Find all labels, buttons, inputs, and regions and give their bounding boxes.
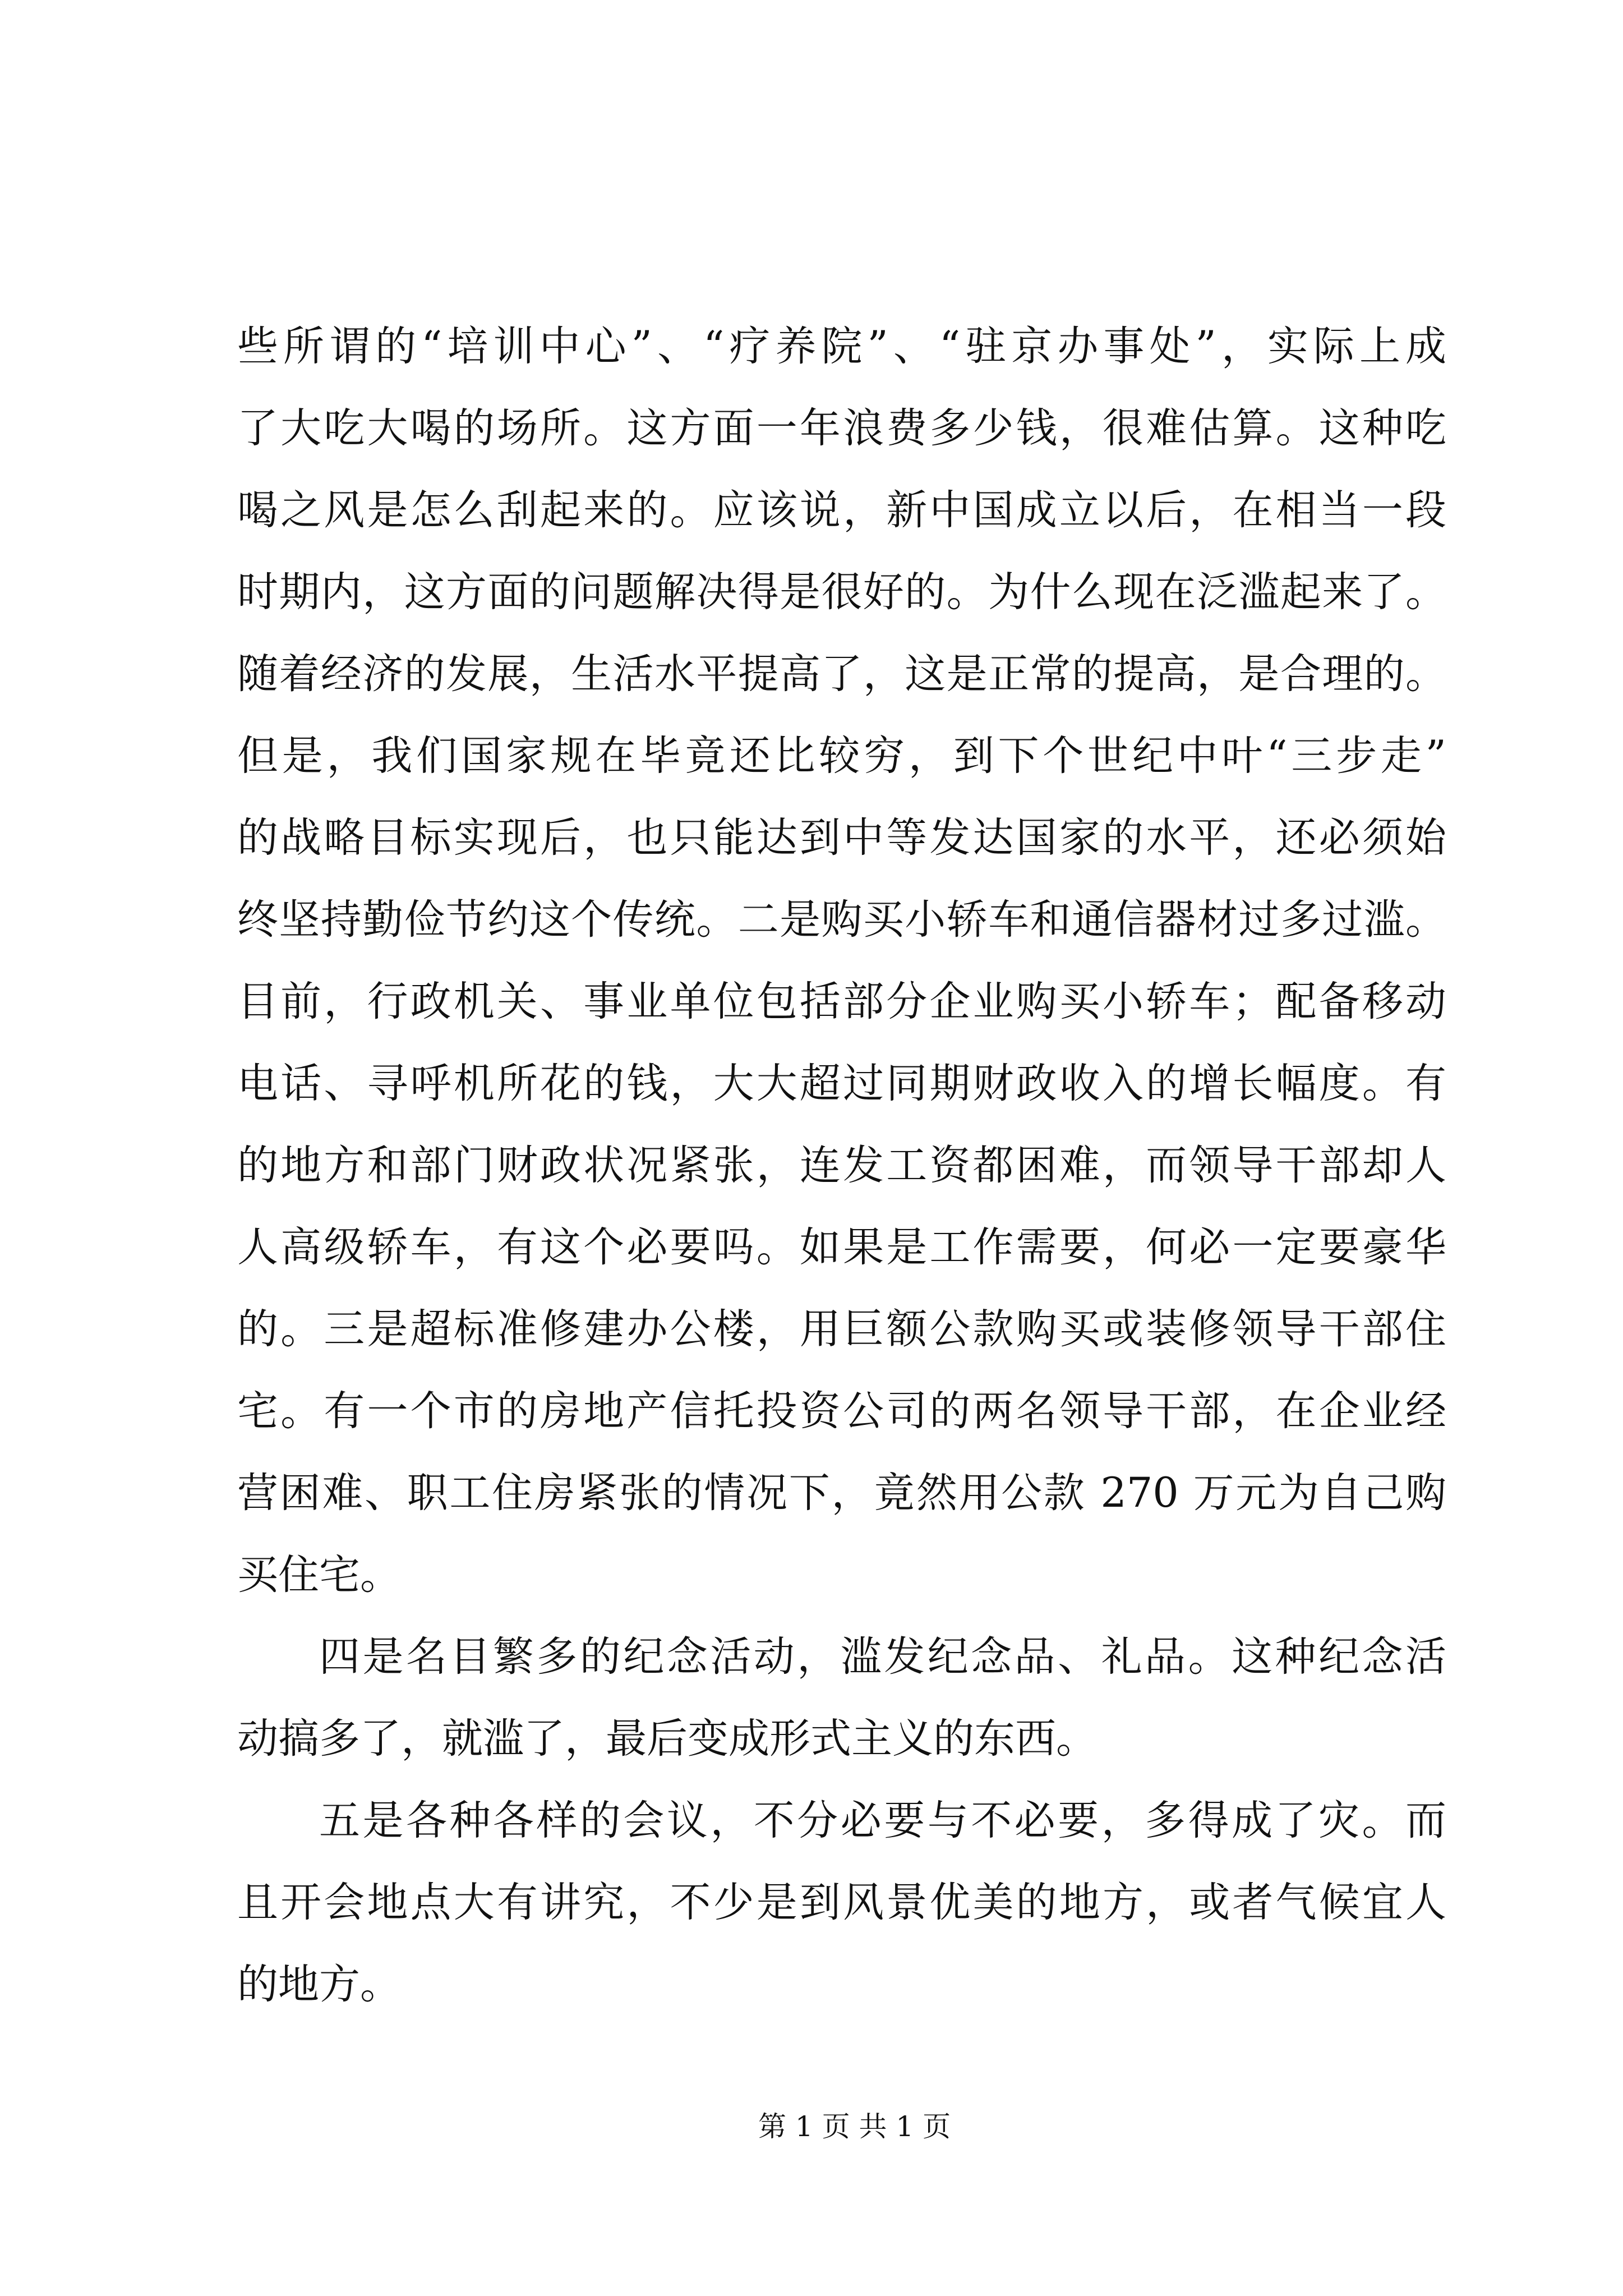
paragraph: [237, 306, 1446, 1616]
document-body: [237, 306, 1446, 2026]
page-footer: 第 1 页 共 1 页: [758, 2110, 951, 2143]
text-line: 时期内，这方面的问题解决得是很好的。为什么现在泛滥起来了。: [237, 568, 1446, 616]
text-line: 营困难、职工住房紧张的情况下，竟然用公款 270 万元为自己购: [237, 1469, 1446, 1517]
text-line: 随着经济的发展，生活水平提高了，这是正常的提高，是合理的。: [237, 650, 1446, 698]
text-line: 目前，行政机关、事业单位包括部分企业购买小轿车；配备移动: [237, 978, 1446, 1025]
paragraph: [237, 1616, 1446, 1780]
text-line: 宅。有一个市的房地产信托投资公司的两名领导干部，在企业经: [237, 1387, 1446, 1435]
text-line: 且开会地点大有讲究，不少是到风景优美的地方，或者气候宜人: [237, 1879, 1446, 1926]
text-line: 动搞多了，就滥了，最后变成形式主义的东西。: [237, 1715, 1097, 1763]
text-line: 四是名目繁多的纪念活动，滥发纪念品、礼品。这种纪念活: [319, 1633, 1446, 1681]
paragraph: [237, 1780, 1446, 2026]
text-line: 人高级轿车，有这个必要吗。如果是工作需要，何必一定要豪华: [237, 1223, 1446, 1271]
text-line: 的地方。: [237, 1961, 401, 2008]
text-line: 五是各种各样的会议，不分必要与不必要，多得成了灾。而: [319, 1797, 1446, 1844]
text-line: 了大吃大喝的场所。这方面一年浪费多少钱，很难估算。这种吃: [237, 404, 1446, 452]
text-line: 些所谓的“培训中心”、“疗养院”、“驻京办事处”，实际上成: [237, 323, 1446, 370]
text-line: 终坚持勤俭节约这个传统。二是购买小轿车和通信器材过多过滥。: [237, 896, 1446, 944]
text-line: 喝之风是怎么刮起来的。应该说，新中国成立以后，在相当一段: [237, 486, 1446, 534]
text-line: 买住宅。: [237, 1551, 401, 1599]
text-line: 但是，我们国家规在毕竟还比较穷，到下个世纪中叶“三步走”: [237, 732, 1446, 780]
text-line: 的地方和部门财政状况紧张，连发工资都困难，而领导干部却人: [237, 1142, 1446, 1189]
text-line: 的战略目标实现后，也只能达到中等发达国家的水平，还必须始: [237, 814, 1446, 862]
text-line: 的。三是超标准修建办公楼，用巨额公款购买或装修领导干部住: [237, 1305, 1446, 1353]
text-line: 电话、寻呼机所花的钱，大大超过同期财政收入的增长幅度。有: [237, 1060, 1446, 1107]
